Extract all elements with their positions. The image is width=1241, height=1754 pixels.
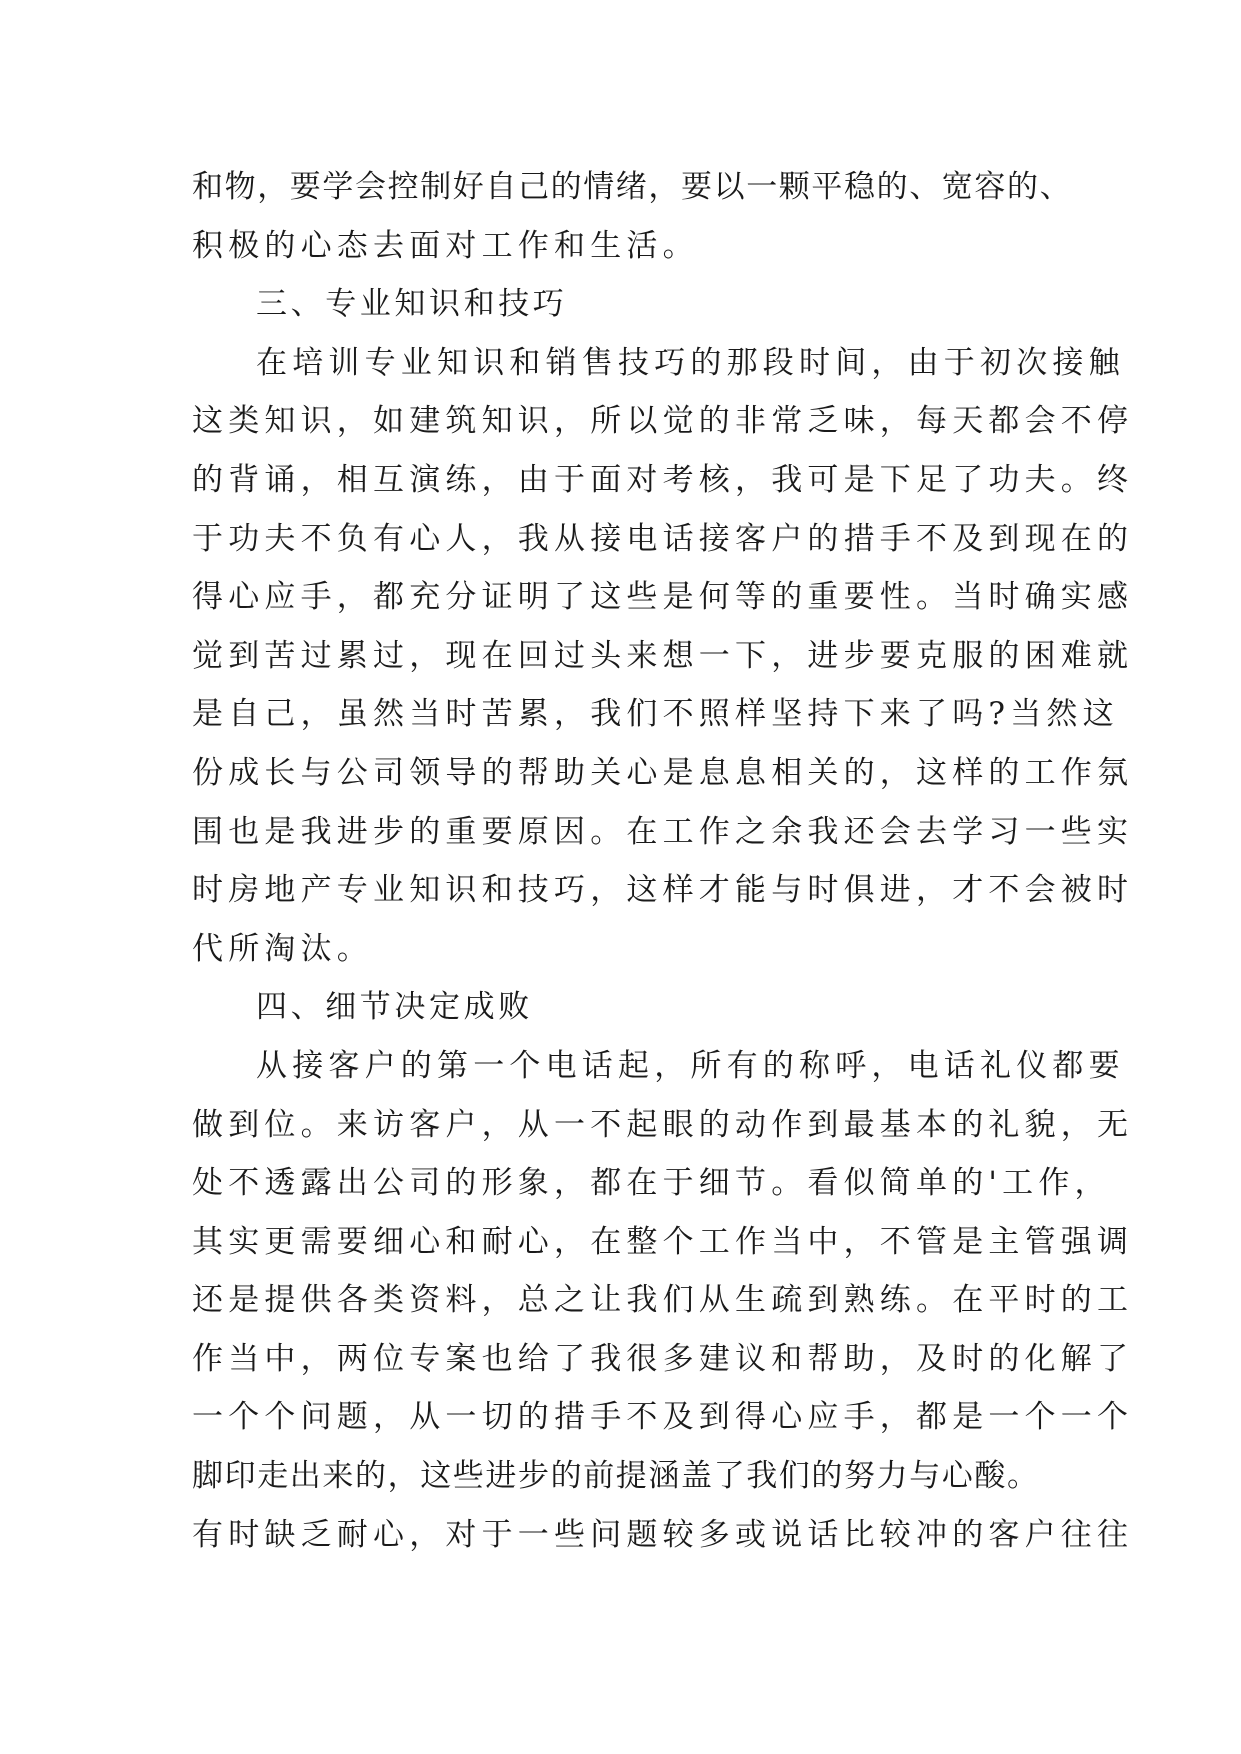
text-line: 从接客户的第一个电话起，所有的称呼，电话礼仪都要	[256, 1047, 1125, 1084]
text-line: 代所淘汰。	[192, 930, 373, 967]
text-line: 这类知识，如建筑知识，所以觉的非常乏味，每天都会不停	[192, 403, 1134, 440]
text-line: 有时缺乏耐心，对于一些问题较多或说话比较冲的客户往往	[192, 1516, 1134, 1553]
text-line: 一个个问题，从一切的措手不及到得心应手，都是一个一个	[192, 1399, 1134, 1436]
text-line: 脚印走出来的，这些进步的前提涵盖了我们的努力与心酸。	[192, 1458, 1040, 1495]
text-line: 是自己，虽然当时苦累，我们不照样坚持下来了吗?当然这	[192, 696, 1119, 733]
text-line: 得心应手，都充分证明了这些是何等的重要性。当时确实感	[192, 579, 1134, 616]
text-line: 的背诵，相互演练，由于面对考核，我可是下足了功夫。终	[192, 461, 1134, 498]
text-line: 觉到苦过累过，现在回过头来想一下，进步要克服的困难就	[192, 637, 1134, 674]
text-line: 做到位。来访客户，从一不起眼的动作到最基本的礼貌，无	[192, 1106, 1134, 1143]
text-line: 份成长与公司领导的帮助关心是息息相关的，这样的工作氛	[192, 754, 1134, 791]
text-line: 其实更需要细心和耐心，在整个工作当中，不管是主管强调	[192, 1223, 1134, 1260]
text-line: 在培训专业知识和销售技巧的那段时间，由于初次接触	[256, 344, 1125, 381]
text-line: 还是提供各类资料，总之让我们从生疏到熟练。在平时的工	[192, 1282, 1134, 1319]
text-line: 积极的心态去面对工作和生活。	[192, 227, 699, 264]
text-line: 时房地产专业知识和技巧，这样才能与时俱进，才不会被时	[192, 872, 1134, 909]
text-line: 处不透露出公司的形象，都在于细节。看似简单的'工作，	[192, 1165, 1111, 1202]
section-heading: 三、专业知识和技巧	[256, 286, 568, 323]
text-line: 和物，要学会控制好自己的情绪，要以一颗平稳的、宽容的、	[192, 169, 1073, 205]
text-line: 作当中，两位专案也给了我很多建议和帮助，及时的化解了	[192, 1340, 1134, 1377]
text-line: 于功夫不负有心人，我从接电话接客户的措手不及到现在的	[192, 520, 1134, 557]
section-heading: 四、细节决定成败	[256, 989, 533, 1026]
text-line: 围也是我进步的重要原因。在工作之余我还会去学习一些实	[192, 813, 1134, 850]
body-text	[192, 158, 1134, 1564]
